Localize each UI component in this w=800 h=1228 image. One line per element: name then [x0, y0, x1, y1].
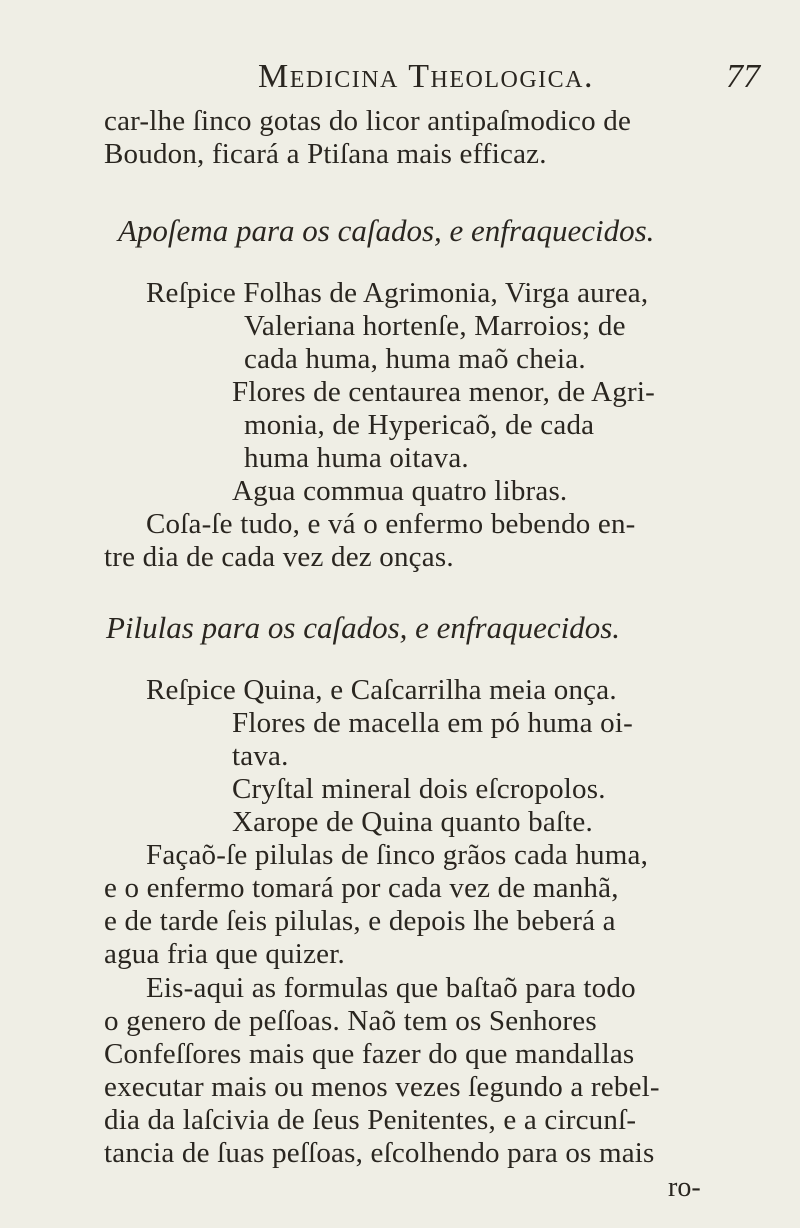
text-line: e o enfermo tomará por cada vez de manhã, — [104, 872, 619, 905]
text-line: tre dia de cada vez dez onças. — [104, 541, 454, 574]
text-line: Eis-aqui as formulas que baſtaõ para todo — [146, 971, 636, 1004]
text-line: Reſpice Folhas de Agrimonia, Virga aurea, — [146, 276, 649, 309]
page-number: 77 — [726, 58, 760, 95]
section-title: Pilulas para os caſados, e enfraquecidos. — [106, 610, 621, 646]
catchword: ro- — [668, 1172, 701, 1203]
text-line: Xarope de Quina quanto baſte. — [232, 806, 593, 839]
text-line: Cryſtal mineral dois eſcropolos. — [232, 773, 606, 806]
text-line: Coſa-ſe tudo, e vá o enfermo bebendo en- — [146, 508, 636, 541]
text-line: car-lhe ſinco gotas do licor antipaſmodico de — [104, 105, 632, 137]
text-line: agua fria que quizer. — [104, 938, 345, 971]
text-line: tancia de ſuas peſſoas, eſcolhendo para os mais — [104, 1137, 655, 1169]
text-line: Reſpice Quina, e Caſcarrilha meia onça. — [146, 673, 617, 706]
text-line: dia da laſcivia de ſeus Penitentes, e a circunſ- — [104, 1103, 637, 1136]
text-line: Façaõ-ſe pilulas de ſinco grãos cada huma, — [146, 839, 649, 872]
text-line: Agua commua quatro libras. — [232, 475, 568, 508]
text-line: o genero de peſſoas. Naõ tem os Senhores — [104, 1004, 597, 1037]
text-line: cada huma, huma maõ cheia. — [244, 342, 586, 375]
running-header: Medicina Theologica. — [258, 58, 595, 95]
text-line: huma huma oitava. — [244, 442, 469, 475]
section-title: Apoſema para os caſados, e enfraquecidos. — [118, 213, 655, 249]
text-line: Flores de macella em pó huma oi- — [232, 706, 634, 739]
text-line: monia, de Hypericaõ, de cada — [244, 409, 595, 442]
text-line: Boudon, ficará a Ptiſana mais efficaz. — [104, 138, 547, 171]
text-line: Confeſſores mais que fazer do que mandallas — [104, 1037, 635, 1070]
text-line: e de tarde ſeis pilulas, e depois lhe beberá a — [104, 905, 616, 938]
text-line: Flores de centaurea menor, de Agri- — [232, 375, 655, 408]
text-line: executar mais ou menos vezes ſegundo a rebel- — [104, 1070, 660, 1103]
text-line: tava. — [232, 739, 289, 772]
text-line: Valeriana hortenſe, Marroios; de — [244, 309, 626, 342]
